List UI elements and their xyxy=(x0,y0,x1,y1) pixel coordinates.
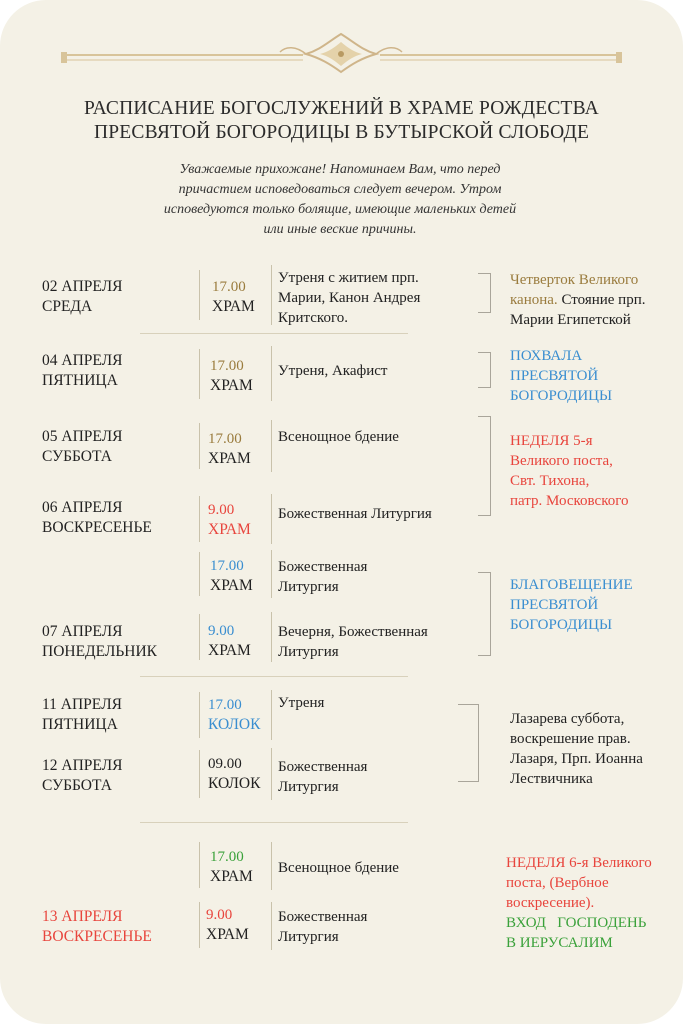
note-text: БЛАГОВЕЩЕНИЕ ПРЕСВЯТОЙ БОГОРОДИЦЫ xyxy=(510,577,633,633)
date-label: 13 АПРЕЛЯ xyxy=(42,908,123,925)
time-label: 9.00 xyxy=(206,907,233,923)
time-label: 17.00 xyxy=(208,697,242,713)
column-divider xyxy=(199,614,200,660)
time-label: 09.00 xyxy=(208,756,242,772)
weekday-label: ПЯТНИЦА xyxy=(42,372,118,389)
place-label: ХРАМ xyxy=(208,450,251,467)
service-line: Критского. xyxy=(278,310,348,326)
column-divider xyxy=(199,496,200,542)
column-divider xyxy=(271,265,272,325)
page-title-line2: ПРЕСВЯТОЙ БОГОРОДИЦЫ В БУТЫРСКОЙ СЛОБОДЕ xyxy=(93,122,590,143)
service-line: Божественная xyxy=(278,909,368,925)
service-line: Литургия xyxy=(278,779,339,795)
intro-line: исповедуются только болящие, имеющие маленьких детей xyxy=(163,202,517,217)
service-line: Всенощное бдение xyxy=(278,429,399,445)
weekday-label: ВОСКРЕСЕНЬЕ xyxy=(42,519,152,536)
bracket xyxy=(458,704,479,782)
service-line: Утреня xyxy=(278,695,325,711)
column-divider xyxy=(199,423,200,469)
weekday-label: ВОСКРЕСЕНЬЕ xyxy=(42,928,152,945)
service-line: Божественная xyxy=(278,759,368,775)
intro-line: Уважаемые прихожане! Напоминаем Вам, что перед xyxy=(179,162,501,177)
place-label: ХРАМ xyxy=(208,642,251,659)
service-line: Всенощное бдение xyxy=(278,860,399,876)
bracket xyxy=(478,416,491,516)
weekday-label: ПОНЕДЕЛЬНИК xyxy=(42,643,158,660)
bracket xyxy=(478,352,491,388)
service-line: Божественная Литургия xyxy=(278,506,432,522)
service-line: Литургия xyxy=(278,929,339,945)
column-divider xyxy=(271,494,272,544)
weekday-label: СРЕДА xyxy=(42,298,93,315)
service-line: Литургия xyxy=(278,644,339,660)
service-line: Марии, Канон Андрея xyxy=(278,290,421,306)
service-line: Вечерня, Божественная xyxy=(278,624,428,640)
column-divider xyxy=(199,552,200,596)
time-label: 17.00 xyxy=(208,431,242,447)
place-label: ХРАМ xyxy=(210,377,253,394)
date-label: 12 АПРЕЛЯ xyxy=(42,757,123,774)
time-label: 17.00 xyxy=(212,279,246,295)
page-title-line1: РАСПИСАНИЕ БОГОСЛУЖЕНИЙ В ХРАМЕ РОЖДЕСТВА xyxy=(84,98,599,119)
column-divider xyxy=(199,692,200,738)
place-label: КОЛОК xyxy=(208,775,261,792)
column-divider xyxy=(271,612,272,662)
time-label: 9.00 xyxy=(208,623,235,639)
service-line: Божественная xyxy=(278,559,368,575)
intro-line: или иные веские причины. xyxy=(263,222,417,237)
note-text: Четверток Великого канона. Стояние прп. Марии Египетской xyxy=(510,272,646,328)
column-divider xyxy=(271,690,272,740)
date-label: 04 АПРЕЛЯ xyxy=(42,352,123,369)
column-divider xyxy=(199,750,200,798)
place-label: КОЛОК xyxy=(208,716,261,733)
date-label: 06 АПРЕЛЯ xyxy=(42,499,123,516)
service-line: Утреня с житием прп. xyxy=(278,270,419,286)
note-text: НЕДЕЛЯ 5-я Великого поста, Свт. Тихона, патр. Московского xyxy=(510,433,629,509)
weekday-label: СУББОТА xyxy=(42,777,112,794)
date-label: 02 АПРЕЛЯ xyxy=(42,278,123,295)
column-divider xyxy=(199,349,200,399)
bracket xyxy=(478,273,491,313)
row-separator xyxy=(140,333,408,334)
column-divider xyxy=(271,420,272,472)
date-label: 11 АПРЕЛЯ xyxy=(42,696,122,713)
date-label: 07 АПРЕЛЯ xyxy=(42,623,123,640)
column-divider xyxy=(271,346,272,401)
place-label: ХРАМ xyxy=(208,521,251,538)
note-text: НЕДЕЛЯ 6-я Великого поста, (Вербное воскресение). ВХОД ГОСПОДЕНЬ В ИЕРУСАЛИМ xyxy=(506,855,652,951)
time-label: 17.00 xyxy=(210,849,244,865)
note-text: ПОХВАЛА ПРЕСВЯТОЙ БОГОРОДИЦЫ xyxy=(510,348,613,404)
time-label: 9.00 xyxy=(208,502,235,518)
date-label: 05 АПРЕЛЯ xyxy=(42,428,123,445)
column-divider xyxy=(199,270,200,320)
column-divider xyxy=(199,842,200,888)
column-divider xyxy=(271,550,272,598)
column-divider xyxy=(271,842,272,890)
weekday-label: СУББОТА xyxy=(42,448,112,465)
time-label: 17.00 xyxy=(210,358,244,374)
note-text: Лазарева суббота, воскрешение прав. Лазаря, Прп. Иоанна Лествичника xyxy=(510,711,643,787)
column-divider xyxy=(271,902,272,950)
row-separator xyxy=(140,822,408,823)
place-label: ХРАМ xyxy=(212,298,255,315)
intro-line: причастием исповедоваться следует вечером. Утром xyxy=(178,182,502,197)
column-divider xyxy=(199,902,200,948)
weekday-label: ПЯТНИЦА xyxy=(42,716,118,733)
service-line: Утреня, Акафист xyxy=(278,363,388,379)
ornament-divider xyxy=(58,28,625,76)
place-label: ХРАМ xyxy=(206,926,249,943)
place-label: ХРАМ xyxy=(210,868,253,885)
row-separator xyxy=(140,676,408,677)
column-divider xyxy=(271,748,272,800)
bracket xyxy=(478,572,491,656)
time-label: 17.00 xyxy=(210,558,244,574)
place-label: ХРАМ xyxy=(210,577,253,594)
service-line: Литургия xyxy=(278,579,339,595)
